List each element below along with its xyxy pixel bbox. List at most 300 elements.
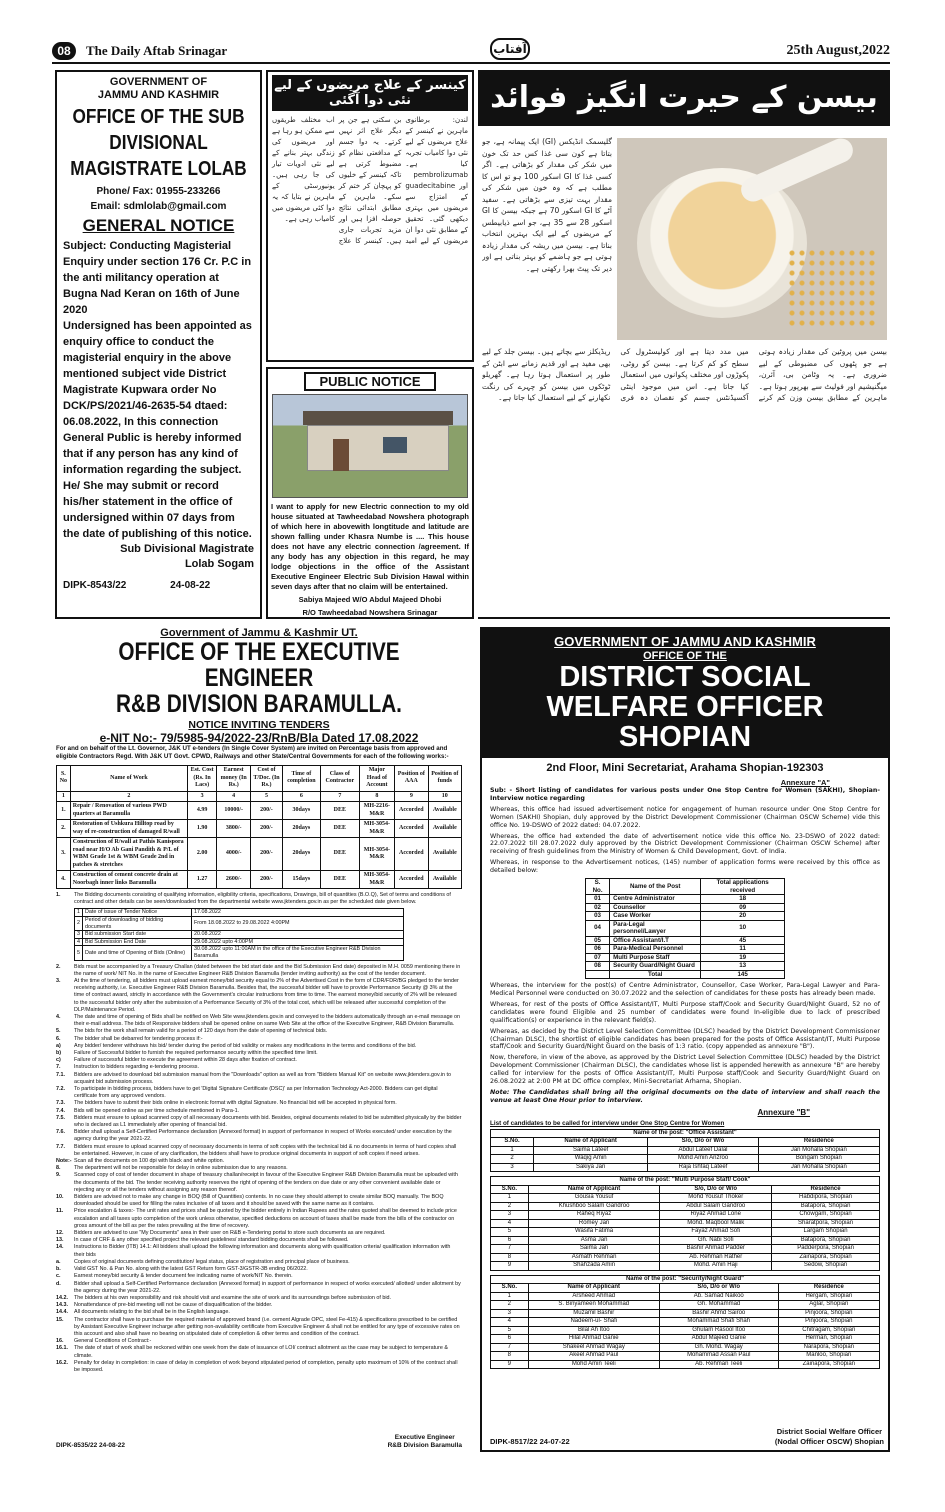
candidate-row — [491, 1194, 880, 1203]
applications-header: S. No. — [586, 879, 610, 895]
candidate-row — [491, 1343, 880, 1352]
works-table-header: Class of Contractor — [321, 766, 360, 792]
candidate-cell: 4 — [491, 1318, 529, 1327]
works-table-cell: DEE — [321, 802, 360, 820]
condition-number: 9. — [56, 1172, 61, 1179]
condition-text: Any bidder/ tenderer withdraws his bid/ tender during the period of bid validity or makes any modifications in the terms and conditions of the bid. — [74, 1042, 417, 1049]
condition-row — [56, 1129, 462, 1143]
works-table-column-number: 1 — [57, 791, 71, 802]
candidate-cell: 7 — [491, 1343, 529, 1352]
candidate-cell: Mohd. Maqbool Malik — [660, 1219, 772, 1228]
dswo-para-1: Whereas, this office had issued advertisement notice for engagement of human resource under One Stop Centre for Women (SAKHI) Shopian, duly approved by the District Development Commissioner (Chairman OSCW Scheme) vide this office No. 19-DSWO of 2022 dated: 04.07.2022. — [490, 805, 880, 829]
candidate-cell: Ghulam Rasool Itoo — [659, 1326, 778, 1335]
condition-number: 7.5. — [56, 1114, 65, 1121]
candidate-cell: Ab. Samad Naikoo — [659, 1292, 778, 1301]
condition-text: The contractor shall have to purchase the required material of approved brand (i.e. cement Algrade OPC, steel Fe-415) & specifications prescribed to be certified by Assistant Executive Engineer incharge after getting non-availability certificate from Executive Engineer & shall not be entitled for any type of excessive rates on this account and also shall have no bearing on stipulated date of completion & other terms and condition of the contract. — [74, 1316, 460, 1337]
candidate-cell: Mohd Yousuf Thoker — [660, 1194, 772, 1203]
schedule-cell: 30.08.2022 upto 11:00AM in the office of the Executive Engineer R&B Division Baramulla — [191, 946, 403, 960]
gov-line-2: JAMMU AND KASHMIR — [97, 89, 220, 101]
dswo-title-2: WELFARE OFFICER SHOPIAN — [546, 691, 824, 753]
candidate-cell: Ab. Rehman Rather — [660, 1253, 772, 1262]
works-table-cell: Accorded — [395, 802, 429, 820]
conditions-part-1 — [56, 892, 462, 906]
works-table-cell: 2600/- — [217, 871, 251, 889]
candidate-cell: Largam Shopian — [772, 1228, 880, 1237]
candidate-cell: Nadeem-ul- Shafi — [528, 1318, 659, 1327]
applications-total: 145 — [701, 970, 785, 979]
besan-photo — [617, 138, 887, 340]
works-table-cell: 20days — [282, 838, 320, 871]
cancer-article — [266, 70, 474, 362]
candidate-cell: 7 — [491, 1245, 529, 1254]
schedule-cell: 20.08.2022 — [191, 931, 403, 939]
candidate-cell: Saima Lateef — [533, 1146, 647, 1155]
works-table-cell: 4000/- — [217, 838, 251, 871]
candidate-cell: 8 — [491, 1253, 529, 1262]
candidate-post-title: Name of the post: "Multi Purpose Staff/ Cook" — [491, 1177, 880, 1186]
schedule-cell: 29.08.2022 upto 4:00PM — [191, 938, 403, 946]
schedule-row — [75, 938, 404, 946]
candidate-cell: Batapora, Shopian — [772, 1202, 880, 1211]
rb-sign-1: Executive Engineer — [394, 1434, 455, 1441]
condition-number: 7.3. — [56, 1100, 65, 1107]
condition-text: The bids for the work shall remain valid for a period of 120 days from the date of opening of technical bids. — [74, 1028, 328, 1035]
condition-number: 16.1. — [56, 1345, 68, 1352]
schedule-cell: Bid Submission End Date — [83, 938, 192, 946]
condition-text: Bidders must ensure to upload scanned copy of all necessary documents with bid. Besides, original documents related to bid be submitted physically by the bidder who is declared as L1 immediately after opening of financial bid. — [74, 1114, 462, 1129]
works-table-cell: 3800/- — [217, 820, 251, 838]
condition-number: 7.6. — [56, 1129, 65, 1136]
applications-cell: 06 — [586, 945, 610, 954]
candidate-header: Residence — [778, 1284, 879, 1293]
works-table-cell: 2. — [57, 820, 71, 838]
condition-row — [56, 1108, 462, 1115]
works-table-cell: MH-3054-M&R — [359, 871, 394, 889]
condition-number: 7.1. — [56, 1071, 65, 1078]
applications-row — [586, 912, 785, 921]
works-table-cell: Construction of cement concrete drain at Noorbagh inner links Baramulla — [70, 871, 187, 889]
works-table-cell: 1. — [57, 802, 71, 820]
applications-cell: 05 — [586, 936, 610, 945]
condition-text: Valid GST No. & Pan No. along with the latest GST Return form GST-3/GSTR-3B ending 06/2022. — [74, 1266, 308, 1273]
works-table-header: Cost of T/Doc. (In Rs.) — [251, 766, 283, 792]
applications-cell: 01 — [586, 895, 610, 904]
works-table-cell: DEE — [321, 871, 360, 889]
applications-total-label: Total — [610, 970, 701, 979]
candidate-cell: Romey Jan — [528, 1219, 660, 1228]
candidate-table — [490, 1275, 880, 1370]
candidate-cell: 8 — [491, 1352, 529, 1361]
works-table-cell: Accorded — [395, 820, 429, 838]
candidate-cell: Abdul Lateef Dalal — [648, 1146, 758, 1155]
condition-number: Note:- — [56, 1158, 72, 1165]
candidate-cell: Gh. Mohammad — [659, 1301, 778, 1310]
condition-text: Bidder shall upload a Self-Certified Performance declaration (Annexed format) in support of performance in respect of Works executed/ under execution by the agency during the year 2021-22. — [74, 1129, 452, 1143]
works-table-cell: Available — [428, 820, 461, 838]
condition-row — [56, 1259, 462, 1266]
masthead-logo: آفتاب — [490, 38, 530, 60]
schedule-cell: 2 — [75, 917, 83, 931]
applications-cell: Security Guard/Night Guard — [610, 962, 701, 971]
condition-number: 14. — [56, 1244, 64, 1251]
dswo-address: 2nd Floor, Mini Secretariat, Arahama Shopian-192303 — [546, 762, 824, 774]
works-table-cell: MH-3054-M&R — [359, 838, 394, 871]
applications-cell: 08 — [586, 962, 610, 971]
condition-number: 3. — [56, 977, 61, 984]
schedule-cell: Date of issue of Tender Notice — [83, 909, 192, 917]
schedule-cell: From 18.08.2022 to 29.08.2022 4:00PM — [191, 917, 403, 931]
applications-cell: 11 — [701, 945, 785, 954]
works-table-column-number: 9 — [395, 791, 429, 802]
candidate-cell: Bongam Shopian — [758, 1155, 879, 1164]
dswo-reference: DIPK-8517/22 24-07-22 — [490, 1436, 570, 1446]
works-table-cell: 20days — [282, 820, 320, 838]
phone: Phone/ Fax: 01955-233266 — [96, 186, 221, 197]
candidate-cell: Padderpora, Shopian — [772, 1245, 880, 1254]
condition-row — [56, 1194, 462, 1208]
works-table-cell: 200/- — [251, 802, 283, 820]
candidate-cell: 9 — [491, 1262, 529, 1271]
candidate-cell: Zainapora, Shopian — [778, 1360, 879, 1369]
candidate-cell: Sharatpora, Shopian — [772, 1219, 880, 1228]
rb-sign-2: R&B Division Baramulla — [387, 1442, 462, 1449]
candidate-cell: Bashir Ahmd Sairoo — [659, 1309, 778, 1318]
works-table-column-number: 7 — [321, 791, 360, 802]
candidate-header: Residence — [772, 1185, 880, 1194]
rb-title-2: R&B DIVISION BARAMULLA. — [116, 690, 402, 718]
condition-text: Instructions to Bidder (ITB) 14.1: All bidders shall upload the following information and documents along with qualification criteria/ qualification information with their bids — [74, 1244, 451, 1258]
candidate-cell: Aglar, Shopian — [778, 1301, 879, 1310]
rb-title-1: OFFICE OF THE EXECUTIVE ENGINEER — [118, 638, 400, 692]
candidate-post-row — [491, 1275, 880, 1284]
works-table-column-number: 4 — [217, 791, 251, 802]
candidate-row — [491, 1163, 880, 1172]
works-table-cell: MH-2216-M&R — [359, 802, 394, 820]
condition-row — [56, 1309, 462, 1316]
condition-text: Penalty for delay in completion: in case of delay in completion of work beyond stipulated period of completion, penalty upto maximum of 10% of the contract shall be imposed. — [74, 1359, 458, 1373]
works-table-cell: 200/- — [251, 871, 283, 889]
candidate-cell: Saima Jan — [528, 1245, 660, 1254]
public-notice — [266, 367, 474, 619]
condition-text: Bidders must ensure to upload scanned copy of necessary documents in terms of soft copies with the technical bid & no documents in terms of hard copies shall be entertained. However, in case of any clarification, the bidders shall have to produce original documents in support of soft copies if need arises. — [74, 1143, 457, 1157]
condition-row — [56, 1115, 462, 1129]
works-table-row — [57, 802, 462, 820]
candidate-cell: Gousia Yousuf — [528, 1194, 660, 1203]
works-table-header: Name of Work — [70, 766, 187, 792]
public-notice-signature-1: Sabiya Majeed W/O Abdul Majeed Dhobi — [298, 595, 442, 604]
applications-cell: 07 — [586, 953, 610, 962]
dswo-title-1: DISTRICT SOCIAL — [559, 661, 811, 693]
condition-number: a. — [56, 1258, 61, 1265]
candidate-cell: Raheq Riyaz — [528, 1211, 660, 1220]
schedule-cell: 17.08.2022 — [191, 909, 403, 917]
candidate-row — [491, 1309, 880, 1318]
public-notice-signature-2: R/O Tawheedabad Nowshera Srinagar — [302, 608, 438, 617]
candidate-cell: 4 — [491, 1219, 529, 1228]
condition-number: 14.2. — [56, 1294, 68, 1301]
candidate-cell: Herman, Shopian — [778, 1335, 879, 1344]
works-table-header: Position of funds — [428, 766, 461, 792]
condition-row — [56, 964, 462, 978]
rb-reference: DIPK-8535/22 24-08-22 — [56, 1442, 126, 1449]
works-table-row — [57, 871, 462, 889]
condition-row — [56, 978, 462, 1014]
candidate-table — [490, 1176, 880, 1271]
condition-number: 7. — [56, 1064, 61, 1071]
candidate-cell: Asma Jan — [528, 1236, 660, 1245]
works-table-column-number: 6 — [282, 791, 320, 802]
works-table — [56, 765, 462, 889]
condition-row — [56, 1281, 462, 1295]
candidate-cell: 3 — [491, 1163, 534, 1172]
rb-tender-notice — [52, 627, 466, 1452]
besan-column-top: گلیسمک انڈیکس (GI) ایک پیمانہ ہے، جو بتاتا ہے کون سی غذا کس حد تک خون میں شکر کی مقدار کو بڑھاتی ہے۔ اگر کسی غذا کا GI اسکور 100 ہو تو اس کا مطلب ہے کہ وہ خون میں شکر کی مقدار بہت تیزی سے بڑھاتی ہے۔ سفید آٹے کا GI اسکور 70 ہے جبکہ بیسن کا GI اسکور 28 سے 35 ہے، جو اسے ذیابیطس کے مریضوں کے لیے ایک بہترین انتخاب بناتا ہے۔ بیسن میں ریشہ کی مقدار زیادہ ہوتی ہے جو ہاضمے کو بہتر بناتی ہے اور دیر تک پیٹ بھرا رکھتی ہے۔ — [482, 137, 612, 273]
applications-cell: Office Assistant/I.T — [610, 936, 701, 945]
candidate-cell: Jan Mohalla Shopian — [758, 1146, 879, 1155]
condition-row — [56, 1064, 462, 1071]
candidate-header: S.No. — [491, 1185, 529, 1194]
applications-header: Name of the Post — [610, 879, 701, 895]
applications-cell: 18 — [701, 895, 785, 904]
candidate-cell: Raja Ishfaq Lateef — [648, 1163, 758, 1172]
candidate-cell: 9 — [491, 1360, 529, 1369]
besan-column-bottom: بیسن میں پروٹین کی مقدار زیادہ ہوتی ہے جو پٹھوں کی مضبوطی کے لیے ضروری ہے۔ یہ وٹامن بی، آئرن، میگنیشیم اور فولیٹ سے بھرپور ہوتا ہے۔ ماہرین کے مطابق بیسن وزن کم کرنے میں مدد دیتا ہے اور کولیسٹرول کی سطح کو کم کرتا ہے۔ بیسن کو روٹی، پکوڑوں اور مختلف پکوانوں میں استعمال کیا جاتا ہے۔ اس میں موجود اینٹی آکسیڈنٹس جسم کو نقصان دہ فری ریڈیکلز سے بچاتے ہیں۔ بیسن جلد کے لیے بھی مفید ہے اور قدیم زمانے سے ابٹن کے طور پر استعمال ہوتا رہا ہے۔ گھریلو ٹوٹکوں میں بیسن کو چہرے کی رنگت نکھارنے کے لیے استعمال کیا جاتا ہے۔ — [482, 347, 887, 402]
candidate-cell: 5 — [491, 1326, 529, 1335]
candidate-cell: Bashir Ahmad Padder — [660, 1245, 772, 1254]
condition-number: 7.4. — [56, 1107, 65, 1114]
candidate-cell: Sakiya Jan — [533, 1163, 647, 1172]
candidate-cell: Manloo, Shopian — [778, 1352, 879, 1361]
candidate-row — [491, 1228, 880, 1237]
page-number: 08 — [52, 42, 76, 60]
candidate-header: S/o, D/o or W/o — [659, 1284, 778, 1293]
candidate-cell: Akeel Ahmad Paul — [528, 1352, 659, 1361]
public-notice-body: I want to apply for new Electric connection to my old house situated at Tawheedabad Nowshera photograph of which here in abovewith longtitude and latitude are shown falling under Khasra Numbe is .... This house does not have any electric connection /agreement. If any body has any objection in this regard, he may lodge objections in the office of the Assistant Executive Engineer Electric Sub Division Hawal within seven days after that no claim will be entertained. — [271, 502, 469, 591]
works-table-column-number: 10 — [428, 791, 461, 802]
condition-number: b) — [56, 1050, 62, 1056]
applications-cell: 13 — [701, 962, 785, 971]
candidate-cell: 1 — [491, 1194, 529, 1203]
applications-total-row — [586, 970, 785, 979]
notice-body: Undersigned has been appointed as enquiry office to conduct the magisterial enquiry in the above mentioned subject vide District Magistrate Kupwara order No DCK/PS/2021/46-2635-54 dtaed: 06.08.2022, In this connection General Public is hereby informed that if any person has any kind of information regarding the subject. He/ She may submit or record his/her statement in the office of undersigned within 07 days from the date of publishing of this notice. — [63, 320, 252, 540]
candidate-cell: Gh. Mohd. Wagay — [659, 1343, 778, 1352]
condition-number: 6. — [56, 1035, 61, 1042]
candidate-cell: Ab. Rehman Teeli — [659, 1360, 778, 1369]
condition-text: Failure of successful bidder to execute the agreement within 28 days after fixation of contract. — [74, 1057, 297, 1064]
condition-number: 12. — [56, 1230, 64, 1237]
dswo-para-3: Whereas, in response to the Advertisement notices, (145) number of application forms were received by this office as detailed below: — [490, 859, 880, 875]
applications-cell: 03 — [586, 912, 610, 921]
candidate-header: S/o, D/o or W/o — [648, 1138, 758, 1147]
condition-row — [56, 1237, 462, 1244]
condition-number: 13. — [56, 1237, 64, 1244]
condition-row — [56, 1043, 462, 1050]
candidate-cell: Mohd Amin Teeli — [528, 1360, 659, 1369]
condition-row — [56, 1050, 462, 1057]
condition-row — [56, 1273, 462, 1280]
notice-heading: GENERAL NOTICE — [82, 216, 235, 235]
condition-row — [56, 1345, 462, 1359]
condition-row — [56, 1230, 462, 1237]
candidate-cell: 3 — [491, 1211, 529, 1220]
candidate-cell: Bilal Ah Itoo — [528, 1326, 659, 1335]
works-table-cell: 1.90 — [188, 820, 217, 838]
candidate-header: Residence — [758, 1138, 879, 1147]
candidate-cell: Batapora, Shopian — [772, 1236, 880, 1245]
works-table-cell: 30days — [282, 802, 320, 820]
condition-text: The Bidding documents consisting of qualifying information, eligibility criteria, specifications, Drawings, bill of quantities (B.O.Q), Set of terms and conditions of contract and other details can be seen/downloaded from the departmental website www.jktenders.gov.in as per the scheduled date given below. — [74, 892, 451, 906]
applications-row — [586, 962, 785, 971]
candidate-row — [491, 1211, 880, 1220]
candidate-cell: 1 — [491, 1292, 529, 1301]
besan-headline: بیسن کے حیرت انگیز فوائد — [478, 70, 890, 126]
condition-number: 7.7. — [56, 1143, 65, 1150]
condition-number: 16. — [56, 1338, 64, 1345]
gov-line-1: GOVERNMENT OF — [109, 76, 208, 88]
candidate-cell: Waqig Amin — [533, 1155, 647, 1164]
condition-row — [56, 1266, 462, 1273]
works-table-column-number: 2 — [70, 791, 187, 802]
condition-text: The bidders have to submit their bids online in electronic format with digital Signature. No financial bid will be accepted in physical form. — [74, 1100, 397, 1107]
condition-text: Bids will be opened online as per time schedule mentioned in Para-1. — [74, 1107, 240, 1114]
candidate-post-row — [491, 1177, 880, 1186]
candidate-header: Name of Applicant — [533, 1138, 647, 1147]
notice-subject: Subject: Conducting Magisterial Enquiry under section 176 Cr. P.C in the anti militancy operation at Bugna Nad Keran on 16th of June 2020 — [63, 240, 252, 316]
annexure-a: Annexure "A" — [780, 778, 830, 787]
candidate-cell: Chowgam, Shopian — [772, 1211, 880, 1220]
rb-nit: e-NIT No:- 79/5985-94/2022-23/RnB/Bla Dated 17.08.2022 — [99, 731, 419, 745]
candidate-cell: Gh. Nabi Sofi — [660, 1236, 772, 1245]
works-table-header: S. No — [57, 766, 71, 792]
condition-number: 8. — [56, 1165, 61, 1172]
condition-text: The date and time of opening of Bids shall be notified on Web Site www.jktenders.gov.in and conveyed to the bidders automatically through an e-mail message on their e-mail address. The bids of Responsive bidders shall be opened online on same Web Site at the office of the Executive Engineer, R&B Division Baramulla. — [74, 1013, 461, 1028]
schedule-cell: 1 — [75, 909, 83, 917]
dswo-para-5: Whereas, for rest of the posts of Office Assistant/IT, Multi Purpose staff/Cook and Security Guard/Night Guard, 52 no of candidates were found Eligible and 25 number of candidates were found In-eligible due to lack of prescribed qualification(s) or experience in the relevant field(s). — [490, 1000, 880, 1024]
applications-cell: Para-Medical Personnel — [610, 945, 701, 954]
candidate-row — [491, 1335, 880, 1344]
condition-text: Copies of original documents defining constitution/ legal status, place of registration and principal place of business. — [74, 1258, 350, 1265]
works-table-cell: 200/- — [251, 820, 283, 838]
works-table-cell: Accorded — [395, 871, 429, 889]
candidate-cell: Khushboo Salam Gandroo — [528, 1202, 660, 1211]
condition-text: Bidders are advised not to make any change in BOQ (Bill of Quantities) contents. In no case they should attempt to create similar BOQ manually. The BOQ downloaded should be used for filling the rates inclusive of all taxes and it should be saved with the same name as it contains. — [74, 1194, 444, 1208]
candidate-lists — [490, 1129, 880, 1370]
condition-row — [56, 1360, 462, 1374]
works-table-cell: DEE — [321, 820, 360, 838]
candidate-post-title: Name of the post: "Office Assistant" — [491, 1129, 880, 1138]
candidate-row — [491, 1326, 880, 1335]
reference-number: DIPK-8543/22 — [63, 580, 127, 591]
candidate-cell: Jan Mohalla Shopian — [758, 1163, 879, 1172]
works-table-cell: 1.27 — [188, 871, 217, 889]
candidate-header: S.No. — [491, 1284, 529, 1293]
works-table-cell: 15days — [282, 871, 320, 889]
candidate-row — [491, 1301, 880, 1310]
applications-table — [585, 878, 785, 979]
candidate-header: S/o, D/o or W/o — [660, 1185, 772, 1194]
rb-intro: For and on behalf of the Lt. Governor, J&K UT e-tenders (In Single Cover System) are invited on Percentage basis from approved and eligible Contractors Regd. With J&K UT Govt. CPWD, Railways and other State/Central Governments for each of the following works:- — [56, 745, 449, 760]
annexure-b: Annexure "B" — [757, 1107, 810, 1117]
dswo-para-2: Whereas, the office had extended the date of advertisement notice vide this office No. 23-DSWO of 2022 dated: 22.07.2022 till 28.07.2022 duly approved by the District Development Commissioner (Chairman OSCW Scheme) after receiving of fresh guidelines from the Ministry of Women & Child Development, Govt. of India. — [490, 832, 880, 856]
applications-cell: 10 — [701, 920, 785, 936]
works-table-cell: MH-3054-M&R — [359, 820, 394, 838]
condition-row — [56, 1295, 462, 1302]
candidate-cell: Chitragam, Shopian — [778, 1326, 879, 1335]
applications-row — [586, 920, 785, 936]
dswo-notice — [480, 627, 890, 1452]
candidate-cell: 6 — [491, 1335, 529, 1344]
candidate-header-row — [491, 1284, 880, 1293]
condition-row — [56, 1036, 462, 1043]
condition-number: 2. — [56, 963, 61, 970]
works-table-cell: 200/- — [251, 838, 283, 871]
condition-text: Bidder shall upload a Self-Certified Performance declaration (Annexed format) in support of performance in respect of works executed/ allotted/ under allotment by the agency during the year 2021-22. — [74, 1280, 461, 1294]
condition-text: Instruction to bidders regarding e-tendering process. — [74, 1064, 199, 1071]
works-table-cell: Restoration of Ushkura Hilltop road by way of re-construction of damaged R/wall — [70, 820, 187, 838]
candidate-cell: Sedow, Shopian — [772, 1262, 880, 1271]
candidate-cell: Shakeel Ahmad Wagay — [528, 1343, 659, 1352]
candidate-cell: Habdipora, Shopian — [772, 1194, 880, 1203]
candidate-cell: Riyaz Ahmad Lone — [660, 1211, 772, 1220]
applications-header: Total applications received — [701, 879, 785, 895]
candidate-row — [491, 1245, 880, 1254]
candidate-cell: Arsheed Ahmad — [528, 1292, 659, 1301]
condition-row — [56, 1244, 462, 1258]
works-table-cell: 3. — [57, 838, 71, 871]
applications-row — [586, 953, 785, 962]
candidate-cell: Hergam, Shopian — [778, 1292, 879, 1301]
applications-cell: 02 — [586, 903, 610, 912]
condition-text: Earnest money/bid security & tender document fee indicating name of work/NIT No. therein. — [74, 1273, 293, 1280]
condition-text: At the time of tendering, all bidders must upload earnest money/bid security equal to 2% of the Advertised Cost in the form of CDR/FDR/BG pledged to the tender receiving authority, i.e. Executive Engineer R&B Division Baramulla. Besides that, the successful bidder will have to provide Performance Security @ 3% at the time of contract award, strictly in accordance with the Government's circular instructions from time to time. The earnest money/bid security of 2% will be released to the successful bidder only after the submission of a Performance Security of 3% of the total cost, which will be released after successful completion of the DLP/Maintenance Period. — [74, 977, 459, 1013]
condition-text: The bidders at his own responsibility and risk should visit and examine the site of work and its surroundings before submission of bid. — [74, 1294, 392, 1301]
candidate-cell: 2 — [491, 1155, 534, 1164]
works-table-header: Position of AAA — [395, 766, 429, 792]
works-table-cell: Repair / Renovation of various PWD quarters at Baramulla — [70, 802, 187, 820]
applications-row — [586, 895, 785, 904]
reference-row — [63, 580, 254, 591]
applications-cell: Centre Administrator — [610, 895, 701, 904]
dswo-footer — [490, 1427, 884, 1446]
rb-notice: NOTICE INVITING TENDERS — [188, 719, 330, 731]
candidate-cell: 6 — [491, 1236, 529, 1245]
article-headline: کینسر کے علاج مریضوں کے لیے نئی دوا آگئی — [272, 75, 468, 111]
signature-place: Lolab Sogam — [184, 558, 254, 570]
condition-row — [56, 1208, 462, 1230]
condition-text: Scan all the documents on 100 dpi with black and white option. — [74, 1158, 225, 1165]
works-table-cell: Available — [428, 871, 461, 889]
candidate-cell: 2 — [491, 1301, 529, 1310]
condition-text: General Conditions of Contract:- — [74, 1338, 152, 1345]
candidate-table — [490, 1129, 880, 1173]
condition-number: b. — [56, 1266, 61, 1273]
condition-number: c. — [56, 1273, 61, 1280]
condition-text: Scanned copy of cost of tender document in shape of treasury challan/receipt in favour of the Executive Engineer R&B Division Baramulla must be uploaded with the documents of the bid. The tender receiving authority reserves the right of opening of the tenders on due date or any other convenient available date or rejecting any or all the tenders without assigning any reason thereof. — [74, 1172, 458, 1193]
condition-text: The date of start of work shall be reckoned within one week from the date of issuance of LOI/ contract allotment as the case may be subject to temperature & climate. — [74, 1345, 448, 1359]
condition-text: All documents relating to the bid shall be in the English language. — [74, 1309, 230, 1316]
condition-number: 16.2. — [56, 1359, 68, 1366]
condition-number: 7.2. — [56, 1086, 65, 1093]
candidate-cell: Shahzada Amin — [528, 1262, 660, 1271]
candidate-cell: 3 — [491, 1309, 529, 1318]
dswo-sign-1: District Social Welfare Officer — [776, 1427, 883, 1436]
schedule-cell: Period of downloading of bidding documents — [83, 917, 192, 931]
candidate-header: Name of Applicant — [528, 1284, 659, 1293]
candidate-cell: Hilal Ahmad Ganie — [528, 1335, 659, 1344]
works-table-header: Est. Cost (Rs. In Lacs) — [188, 766, 217, 792]
condition-row — [56, 892, 462, 906]
candidate-cell: S. Binyameen Mohammad — [528, 1301, 659, 1310]
